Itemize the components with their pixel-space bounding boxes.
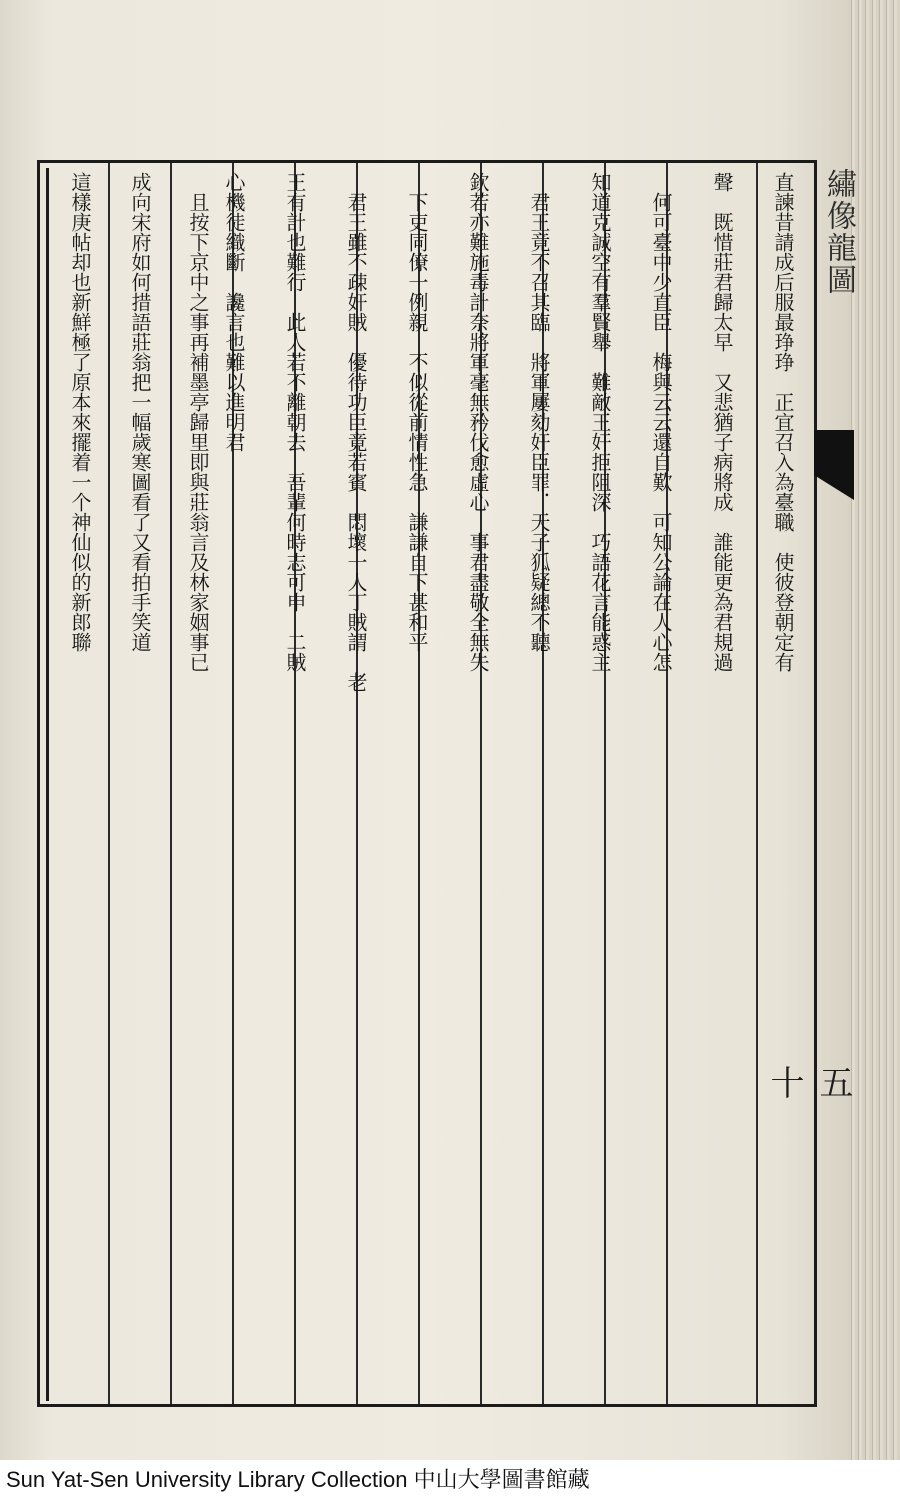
text-column-12: 成向宋府如何措語莊翁把一幅歲寒圖看了又看拍手笑道 xyxy=(128,172,152,652)
text-column-4: 知道克誠空有羣賢舉 難敵王奸拒阻深 巧語花言能惑主 xyxy=(588,172,612,672)
text-column-5: 君王竟不召其臨 將軍屢劾奸臣罪．天子狐疑總不聽 xyxy=(527,172,551,652)
collection-credit: Sun Yat-Sen University Library Collection 中山大學圖書館藏 xyxy=(6,1467,590,1492)
text-column-3: 何可臺中少直臣 梅與云云還自歎 可知公論在人心怎 xyxy=(649,172,673,672)
text-column-13: 這樣庚帖却也新鮮極了原本來擺着一个神仙似的新郎聯 xyxy=(68,172,92,652)
column-rule xyxy=(108,163,110,1404)
frame-inner-line xyxy=(46,168,49,1401)
text-column-1: 直諫昔請成后服最琤琤 正宜召入為臺職 使彼登朝定有 xyxy=(771,172,795,672)
page-number: 五十 xyxy=(764,1065,853,1099)
fishtail-mark xyxy=(814,430,854,500)
text-column-11: 且按下京中之事再補墨亭歸里即與莊翁言及林家姻事已 xyxy=(186,172,210,672)
text-column-2: 聲 既惜莊君歸太早 又悲猶子病將成 誰能更為君規過 xyxy=(710,172,734,672)
text-column-9: 王有計也難行 此人若不離朝去 吾輩何時志可申 二賊 xyxy=(283,172,307,672)
text-column-6: 欽若亦難施毒計奈將軍毫無矜伐愈虛心 事君盡敬全無失 xyxy=(466,172,490,672)
text-column-8: 君王雖不疎奸賊 優待功臣竟若賓 悶壞一人丁賊謂 老 xyxy=(344,172,368,692)
text-column-7: 下吏同僚一例親 不似從前情性急 謙謙自下甚和平 xyxy=(405,172,429,652)
text-column-10: 心機徒織斷 讒言也難以進明君 xyxy=(222,172,246,452)
margin-title: 繡像龍圖 xyxy=(821,168,856,296)
